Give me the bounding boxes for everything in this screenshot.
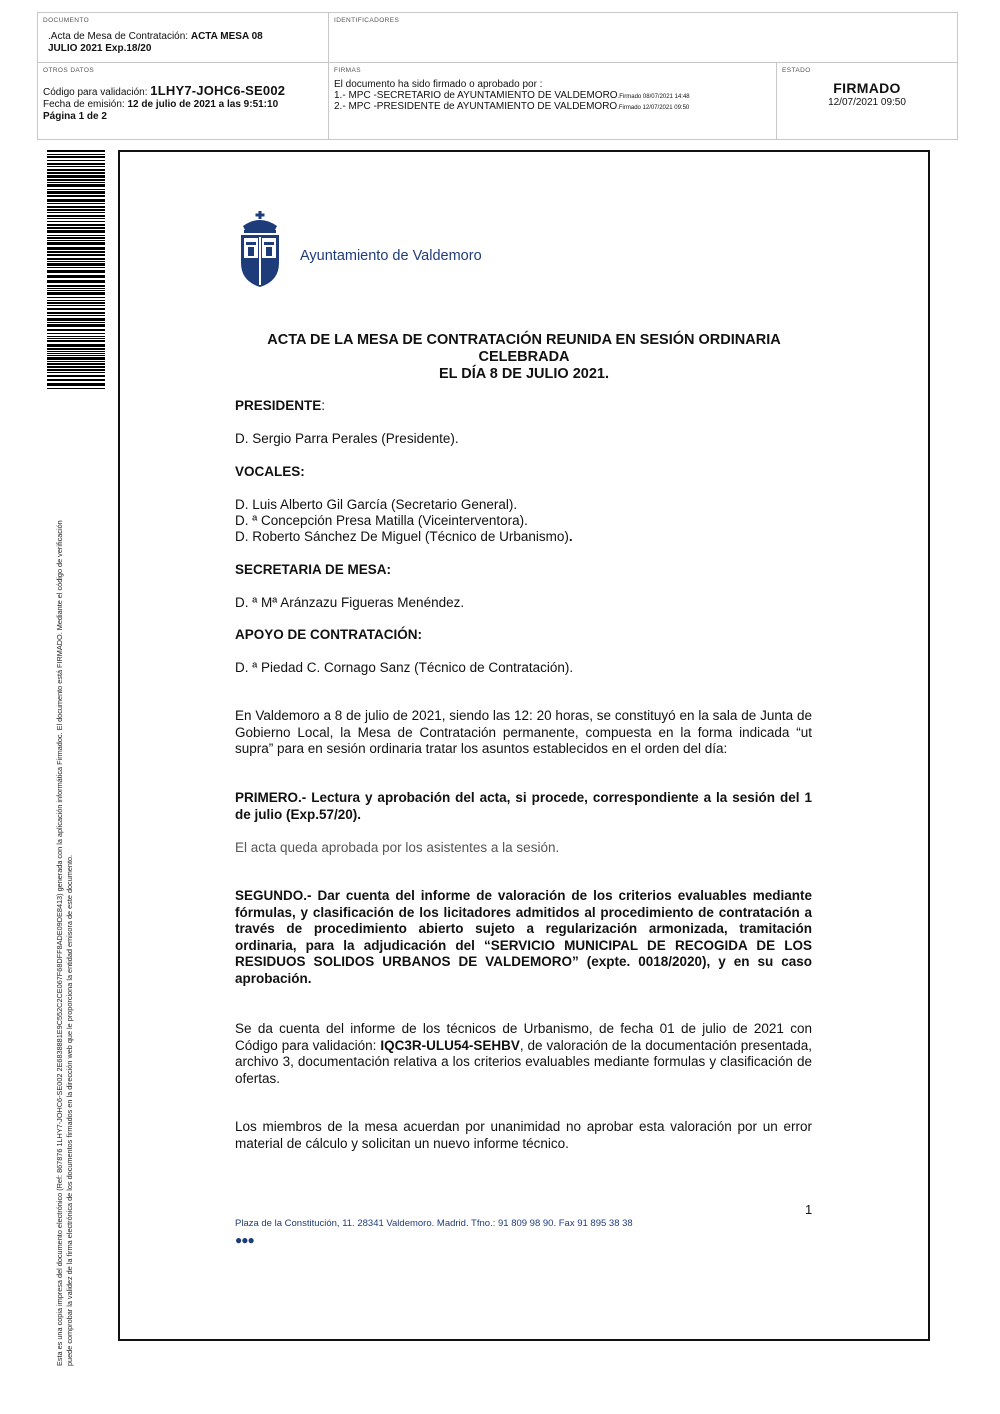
- firma2-prefix: 2.-: [334, 101, 349, 112]
- barcode-bar: [47, 290, 105, 291]
- barcode-bar: [47, 230, 105, 233]
- vocal-3: [235, 529, 812, 546]
- page-number: 1: [805, 1202, 813, 1217]
- apoyo-name: D. ª Piedad C. Cornago Sanz (Técnico de Contratación).: [235, 660, 574, 675]
- barcode: [47, 150, 105, 390]
- barcode-bar: [47, 302, 105, 304]
- codigo-value: 1LHY7-JOHC6-SE002: [150, 83, 286, 98]
- vocal-3-text: D. Roberto Sánchez De Miguel (Técnico de Urbanismo): [235, 529, 569, 544]
- identificadores-label: IDENTIFICADORES: [334, 17, 400, 24]
- fecha-label: Fecha de emisión:: [43, 99, 128, 110]
- document-header: [37, 12, 958, 140]
- barcode-bar: [47, 351, 105, 352]
- informe-paragraph: [235, 1021, 812, 1087]
- primero-paragraph: PRIMERO.- Lectura y aprobación del acta, si procede, correspondiente a la sesión del 1 de julio (Exp.57/20).: [235, 790, 812, 822]
- footer-dots: ●●●: [235, 1233, 254, 1247]
- barcode-bar: [47, 305, 105, 306]
- document-title: [230, 332, 818, 383]
- title-line2: EL DÍA 8 DE JULIO 2021.: [438, 366, 610, 382]
- barcode-bar: [47, 182, 105, 183]
- barcode-bar: [47, 203, 105, 204]
- otros-datos-text: [43, 85, 285, 123]
- estado-label: ESTADO: [782, 67, 811, 74]
- otros-datos-label: OTROS DATOS: [43, 67, 95, 74]
- barcode-bar: [47, 218, 105, 219]
- vocal-3-end: .: [568, 529, 573, 544]
- firmas-label: FIRMAS: [334, 67, 361, 74]
- barcode-bar: [47, 163, 105, 165]
- barcode-bar: [47, 160, 105, 161]
- presidente-heading: [235, 398, 812, 415]
- barcode-bar: [47, 240, 105, 241]
- secretaria-name: D. ª Mª Aránzazu Figueras Menéndez.: [235, 595, 465, 610]
- firma1-prefix: 1.-: [334, 89, 349, 101]
- informe-prefix: Se da cuenta del informe de los técnicos de Urbanismo, de fecha 01 de julio de 2021 con Código para validación:: [235, 1021, 812, 1053]
- estado-date: 12/07/2021 09:50: [828, 97, 906, 108]
- barcode-bar: [47, 355, 105, 356]
- barcode-bar: [47, 322, 105, 323]
- barcode-bar: [47, 366, 105, 368]
- firma1-main: MPC -SECRETARIO de AYUNTAMIENTO DE VALDEMORO: [348, 89, 618, 101]
- barcode-bar: [47, 215, 105, 217]
- informe-suffix: , de valoración de la documentación presentada, archivo 3, documentación relativa a los criterios evaluables mediante formulas y clasificación de ofertas.: [235, 1037, 812, 1086]
- barcode-bar: [47, 344, 105, 347]
- side-verification-text: [55, 386, 74, 1366]
- intro-paragraph: En Valdemoro a 8 de julio de 2021, siendo las 12: 20 horas, se constituyó en la sala de Junta de Gobierno Local, la Mesa de Contratación permanente, compuesta en la forma indicada “ut supra” para en sesión ordinaria tratar los asuntos establecidos en el orden del día:: [235, 708, 812, 756]
- secretaria-heading: SECRETARIA DE MESA:: [235, 562, 392, 577]
- barcode-bar: [47, 235, 105, 236]
- barcode-bar: [47, 166, 105, 167]
- barcode-bar: [47, 379, 105, 381]
- barcode-bar: [47, 154, 105, 155]
- presidente-colon: :: [321, 398, 326, 413]
- barcode-bar: [47, 169, 105, 171]
- barcode-bar: [47, 179, 105, 181]
- side-text-line1: Esta es una copia impresa del documento electrónico (Ref: 867876 1LHY7-JOHC6-SE002 2E6838881E9C552C2CE067F68DFF8ADE09DE8413) generada con la aplicación informática Firmadoc. El documento está FIRMADO. Mediante el código de verificación: [55, 520, 64, 1366]
- barcode-bar: [47, 353, 105, 354]
- barcode-bar: [47, 247, 105, 250]
- barcode-bar: [47, 172, 105, 174]
- barcode-bar: [47, 195, 105, 197]
- side-text-line2: puede comprobar la validez de la firma electrónica de los documentos firmados en la dirección web que le proporciona la entidad emisora de este documento.: [64, 854, 74, 1366]
- acuerdo-paragraph: Los miembros de la mesa acuerdan por unanimidad no aprobar esta valoración por un error material de cálculo y solicitan un nuevo informe técnico.: [235, 1119, 812, 1151]
- estado-value: FIRMADO: [833, 80, 901, 96]
- barcode-bar: [47, 357, 105, 360]
- coat-of-arms-logo: [235, 211, 285, 288]
- identificadores-cell: [329, 13, 957, 63]
- barcode-bar: [47, 300, 105, 301]
- barcode-bar: [47, 329, 105, 331]
- vocal-1: D. Luis Alberto Gil García (Secretario General).: [235, 497, 518, 512]
- title-line1: ACTA DE LA MESA DE CONTRATACIÓN REUNIDA EN SESIÓN ORDINARIA CELEBRADA: [267, 332, 781, 365]
- barcode-bar: [47, 150, 105, 152]
- barcode-bar: [47, 336, 105, 337]
- barcode-bar: [47, 315, 105, 316]
- barcode-bar: [47, 288, 105, 289]
- presidente-name: D. Sergio Parra Perales (Presidente).: [235, 431, 459, 446]
- pagina: Página 1 de 2: [43, 111, 107, 122]
- barcode-bar: [47, 338, 105, 339]
- barcode-bar: [47, 285, 105, 287]
- documento-exp: JULIO 2021 Exp.18/20: [48, 43, 152, 54]
- primero-result: El acta queda aprobada por los asistentes a la sesión.: [235, 840, 560, 855]
- segundo-paragraph: SEGUNDO.- Dar cuenta del informe de valoración de los criterios evaluables mediante fórmulas, y clasificación de los licitadores admitidos al procedimiento de contratación a través de procedimiento abierto sujeto a regularización armonizada, tramitación ordinaria, para la adjudicación del “SERVICIO MUNICIPAL DE RECOGIDA DE LOS RESIDUOS SOLIDOS URBANOS DE VALDEMORO” (expte. 0018/2020), y en su caso aprobación.: [235, 888, 812, 986]
- barcode-bar: [47, 263, 105, 266]
- barcode-bar: [47, 224, 105, 226]
- barcode-bar: [47, 369, 105, 371]
- barcode-bar: [47, 270, 105, 273]
- firmas-cell: [329, 63, 777, 140]
- barcode-bar: [47, 308, 105, 310]
- barcode-bar: [47, 156, 105, 158]
- barcode-bar: [47, 258, 105, 260]
- barcode-bar: [47, 175, 105, 178]
- vocal-2: D. ª Concepción Presa Matilla (Viceinterventora).: [235, 513, 528, 528]
- documento-prefix: .Acta de Mesa de Contratación:: [48, 31, 191, 42]
- barcode-bar: [47, 221, 105, 222]
- barcode-bar: [47, 333, 105, 334]
- firmas-text: [334, 80, 690, 114]
- organization-name: Ayuntamiento de Valdemoro: [300, 248, 482, 264]
- barcode-bar: [47, 267, 105, 268]
- barcode-bar: [47, 361, 105, 362]
- barcode-bar: [47, 191, 105, 194]
- barcode-bar: [47, 199, 105, 202]
- fecha-value: 12 de julio de 2021 a las 9:51:10: [127, 99, 279, 110]
- barcode-bar: [47, 212, 105, 213]
- estado-cell: [777, 63, 957, 140]
- apoyo-heading: APOYO DE CONTRATACIÓN:: [235, 627, 422, 642]
- codigo-label: Código para validación:: [43, 87, 151, 98]
- otros-datos-cell: [38, 63, 329, 140]
- barcode-bar: [47, 227, 105, 229]
- documento-title: ACTA MESA 08: [190, 31, 263, 42]
- barcode-bar: [47, 292, 105, 295]
- barcode-bar: [47, 254, 105, 256]
- barcode-bar: [47, 375, 105, 377]
- barcode-bar: [47, 312, 105, 314]
- barcode-bar: [47, 280, 105, 283]
- presidente-heading-text: PRESIDENTE: [235, 398, 322, 413]
- barcode-bar: [47, 242, 105, 245]
- documento-cell: [38, 13, 329, 63]
- documento-text: [48, 31, 318, 55]
- barcode-bar: [47, 261, 105, 262]
- barcode-bar: [47, 348, 105, 350]
- firma2-main: MPC -PRESIDENTE de AYUNTAMIENTO DE VALDEMORO: [348, 101, 618, 112]
- barcode-bar: [47, 363, 105, 365]
- barcode-bar: [47, 189, 105, 190]
- barcode-bar: [47, 340, 105, 342]
- vocales-heading: VOCALES:: [235, 464, 305, 479]
- barcode-bar: [47, 372, 105, 373]
- barcode-bar: [47, 209, 105, 211]
- barcode-bar: [47, 251, 105, 253]
- barcode-bar: [47, 237, 105, 239]
- barcode-bar: [47, 184, 105, 187]
- barcode-bar: [47, 324, 105, 327]
- barcode-bar: [47, 275, 105, 278]
- footer-address: Plaza de la Constitución, 11. 28341 Valdemoro. Madrid. Tfno.: 91 809 98 90. Fax 91 895 38 38: [235, 1218, 633, 1229]
- firma2-date: .Firmado 12/07/2021 09:50: [617, 105, 690, 111]
- firma1-date: .Firmado 08/07/2021 14:48: [617, 93, 690, 100]
- barcode-bar: [47, 318, 105, 321]
- barcode-bar: [47, 206, 105, 208]
- firmas-intro: El documento ha sido firmado o aprobado por :: [334, 79, 543, 90]
- barcode-bar: [47, 297, 105, 298]
- informe-code: IQC3R-ULU54-SEHBV: [380, 1037, 520, 1053]
- documento-label: DOCUMENTO: [43, 17, 90, 24]
